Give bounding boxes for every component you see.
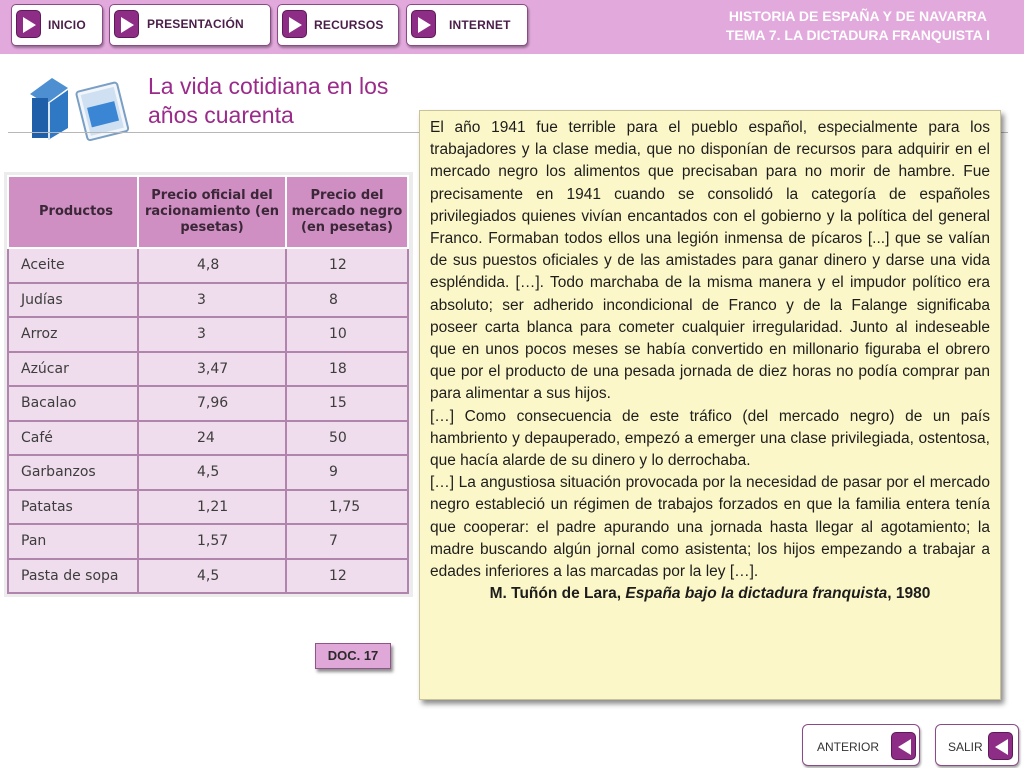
table-row — [8, 283, 408, 318]
product-cell: Aceite — [8, 248, 138, 283]
table-row — [8, 524, 408, 559]
black-market-price-cell: 18 — [286, 352, 408, 387]
previous-label: ANTERIOR — [817, 740, 880, 754]
quote-source — [430, 583, 990, 605]
play-arrow-icon — [282, 10, 307, 38]
nav-recursos-label: RECURSOS — [314, 18, 384, 32]
page-title-line2: años cuarenta — [148, 102, 294, 128]
official-price-cell: 4,5 — [138, 455, 286, 490]
nav-recursos-button[interactable] — [277, 4, 399, 46]
black-market-price-cell: 12 — [286, 248, 408, 283]
official-price-cell: 3,47 — [138, 352, 286, 387]
product-cell: Arroz — [8, 317, 138, 352]
official-price-cell: 4,5 — [138, 559, 286, 594]
top-bar — [0, 0, 1024, 54]
document-number-badge: DOC. 17 — [315, 643, 391, 669]
black-market-price-cell: 50 — [286, 421, 408, 456]
column-header-products: Productos — [8, 176, 138, 248]
table-row — [8, 317, 408, 352]
product-cell: Café — [8, 421, 138, 456]
source-author: M. Tuñón de Lara, — [489, 585, 626, 603]
exit-label: SALIR — [948, 740, 983, 754]
play-arrow-icon — [411, 10, 436, 38]
exit-button[interactable] — [935, 724, 1019, 766]
table-row — [8, 248, 408, 283]
product-cell: Pasta de sopa — [8, 559, 138, 594]
table-row — [8, 352, 408, 387]
black-market-price-cell: 1,75 — [286, 490, 408, 525]
previous-button[interactable] — [802, 724, 920, 766]
back-arrow-icon — [988, 732, 1013, 760]
product-cell: Bacalao — [8, 386, 138, 421]
back-arrow-icon — [891, 732, 916, 760]
source-year: , 1980 — [887, 585, 931, 603]
product-cell: Patatas — [8, 490, 138, 525]
black-market-price-cell: 10 — [286, 317, 408, 352]
table-row — [8, 490, 408, 525]
page-title — [148, 72, 428, 130]
black-market-price-cell: 9 — [286, 455, 408, 490]
official-price-cell: 1,57 — [138, 524, 286, 559]
official-price-cell: 3 — [138, 283, 286, 318]
black-market-price-cell: 8 — [286, 283, 408, 318]
table-row — [8, 421, 408, 456]
source-work: España bajo la dictadura franquista — [625, 585, 888, 603]
product-cell: Judías — [8, 283, 138, 318]
nav-internet-label: INTERNET — [449, 18, 511, 32]
product-cell: Garbanzos — [8, 455, 138, 490]
quote-text-panel — [419, 110, 1001, 700]
official-price-cell: 7,96 — [138, 386, 286, 421]
table-row — [8, 559, 408, 594]
column-header-black-market-price: Precio del mercado negro (en pesetas) — [286, 176, 408, 248]
prices-table-frame — [4, 172, 413, 597]
course-title-line2: TEMA 7. LA DICTADURA FRANQUISTA I — [725, 27, 990, 43]
nav-internet-button[interactable] — [406, 4, 528, 46]
quote-paragraph-1: El año 1941 fue terrible para el pueblo español, especialmente para los trabajadores y la clase media, que no disponían de recursos para adquirir en el mercado negro los alimentos que precisaban para no morir de hambre. Fue precisamente en 1941 cuando se consolidó la categoría de españoles privilegiados quienes vivían encantados con el gobierno y la política del general Franco. Formaban todos ellos una legión inmensa de pícaros [...] que se valían de sus puestos oficiales y de las amistades para ganar dinero y darse una vida espléndida. […]. Todo marchaba de la misma manera y el impudor político era absoluto; ser adherido incondicional de Franco y de la Falange significaba poseer carta blanca para cometer cualquier irregularidad. Junto al indeseable que en unos pocos meses se había convertido en millonario figuraba el obrero que por el producto de una pesada jornada de diez horas no podía comprar pan para alimentar a sus hijos. — [430, 119, 990, 403]
play-arrow-icon — [114, 10, 139, 38]
quote-paragraph-3: […] La angustiosa situación provocada por la necesidad de pasar por el mercado negro estableció un régimen de trabajos forzados en que la familia entera tenía que cooperar: el padre apurando una jornada hasta llegar al agotamiento; la madre buscando algún jornal como asistenta; los hijos empezando a trabajar a edades inferiores a las marcadas por la ley […]. — [430, 474, 990, 581]
play-arrow-icon — [16, 10, 41, 38]
table-row — [8, 455, 408, 490]
book-and-document-icon — [22, 74, 130, 157]
official-price-cell: 4,8 — [138, 248, 286, 283]
nav-inicio-button[interactable] — [11, 4, 103, 46]
black-market-price-cell: 15 — [286, 386, 408, 421]
product-cell: Azúcar — [8, 352, 138, 387]
table-row — [8, 386, 408, 421]
product-cell: Pan — [8, 524, 138, 559]
quote-paragraph-2: […] Como consecuencia de este tráfico (del mercado negro) de un país hambriento y depauperado, empezó a emerger una clase privilegiada, ostentosa, que hacía alarde de su dinero y lo derrochaba. — [430, 407, 990, 470]
table-header-row — [8, 176, 408, 248]
course-title-line1: HISTORIA DE ESPAÑA Y DE NAVARRA — [728, 8, 987, 24]
nav-presentacion-button[interactable] — [109, 4, 271, 46]
column-header-official-price: Precio oficial del racionamiento (en pesetas) — [138, 176, 286, 248]
course-title — [726, 7, 990, 45]
official-price-cell: 3 — [138, 317, 286, 352]
page-title-line1: La vida cotidiana en los — [148, 73, 389, 99]
official-price-cell: 1,21 — [138, 490, 286, 525]
nav-presentacion-label: PRESENTACIÓN — [147, 17, 244, 31]
prices-table — [7, 175, 409, 594]
nav-inicio-label: INICIO — [48, 18, 86, 32]
official-price-cell: 24 — [138, 421, 286, 456]
black-market-price-cell: 7 — [286, 524, 408, 559]
black-market-price-cell: 12 — [286, 559, 408, 594]
